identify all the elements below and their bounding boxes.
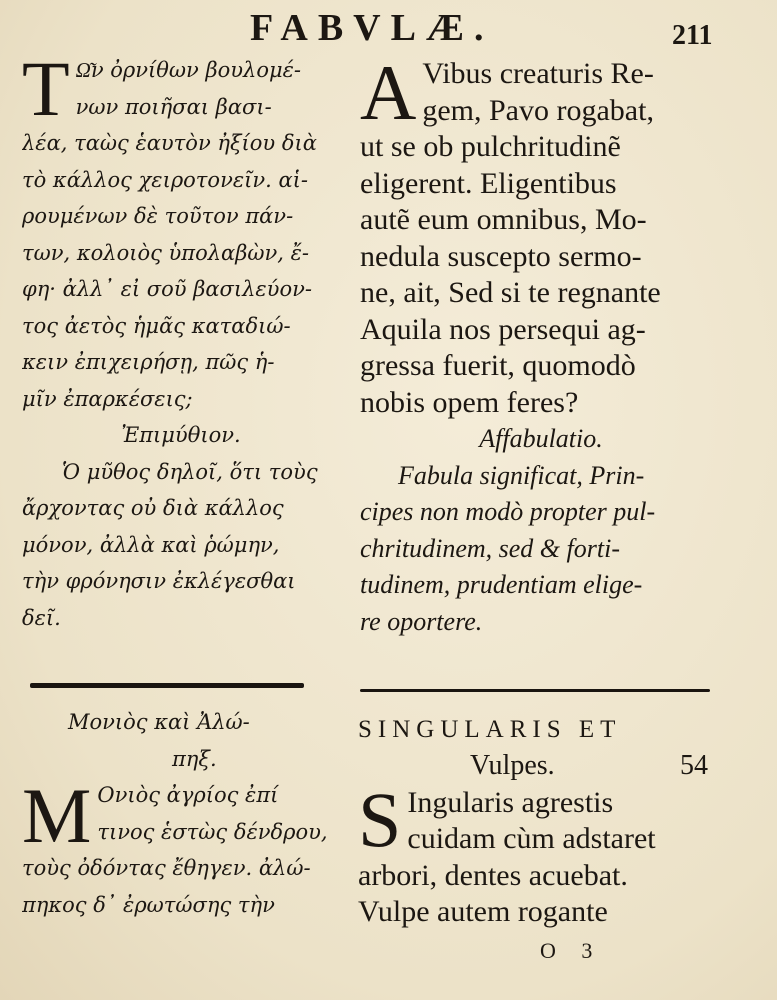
greek-line: τοὺς ὀδόντας ἔθηγεν. ἀλώ-: [22, 856, 311, 880]
greek-dropcap: Τ: [22, 45, 70, 132]
greek-fable-2: [22, 704, 340, 923]
greek-moral-heading: Ἐπιμύθιον.: [121, 423, 241, 447]
greek-line: Ω͂ν ὀρνίθων βουλομέ-: [75, 58, 301, 82]
latin-line: nedula suscepto sermo-: [360, 239, 642, 273]
signature-mark: O 3: [540, 938, 593, 963]
greek-line: Ονιὸς ἀγρίος ἐπί: [97, 783, 279, 807]
latin-line: ut se ob pulchritudinẽ: [360, 130, 621, 163]
greek-line: τος ἀετὸς ἡμᾶς καταδιώ-: [22, 313, 291, 338]
latin-fable-title: SINGULARIS ET: [358, 716, 622, 743]
section-divider-left: [30, 683, 304, 688]
latin-line: Vibus creaturis Re-: [422, 57, 654, 90]
greek-moral-line: τὴν φρόνησιν ἐκλέγεσθαι: [22, 569, 296, 593]
greek-line: των, κολοιὸς ὑπολαβὼν, ἔ-: [22, 240, 309, 265]
latin-moral-line: chritudinem, sed & forti-: [360, 533, 620, 563]
latin-line: nobis opem feres?: [360, 385, 579, 419]
page-number: 211: [672, 20, 713, 51]
greek-moral-line: Ὁ μῦθος δηλοῖ, ὅτι τοὺς: [62, 459, 318, 484]
greek-line: κειν ἐπιχειρήσῃ, πῶς ἡ-: [22, 350, 275, 374]
latin-fable-2: [358, 712, 720, 931]
greek-fable-title: Μονιὸς καὶ Ἀλώ-: [68, 710, 250, 734]
latin-line: eligerent. Eligentibus: [360, 166, 617, 200]
greek-fable-title: πηξ.: [172, 746, 217, 771]
greek-line: λέα, ταὼς ἑαυτὸν ἠξίου διὰ: [22, 131, 317, 155]
greek-line: ρουμένων δὲ τοῦτον πάν-: [22, 204, 294, 228]
latin-dropcap: S: [358, 775, 402, 863]
greek-line: νων ποιῆσαι βασι-: [75, 94, 272, 119]
greek-line: μῖν ἐπαρκέσεις;: [22, 386, 193, 411]
latin-moral-line: cipes non modò propter pul-: [360, 497, 656, 526]
fable-number: 54: [680, 750, 708, 781]
greek-line: πηκος δ᾽ ἐρωτώσης τὴν: [22, 892, 275, 917]
greek-moral-line: ἄρχοντας οὐ διὰ κάλλος: [22, 496, 284, 520]
greek-line: τινος ἑστὼς δένδρου,: [97, 819, 328, 844]
latin-moral-line: tudinem, prudentiam elige-: [360, 570, 643, 599]
latin-line: Vulpe autem rogante: [358, 895, 608, 928]
latin-dropcap: A: [360, 49, 417, 136]
latin-moral-line: Fabula significat, Prin-: [398, 460, 645, 490]
latin-line: Ingularis agrestis: [407, 785, 614, 819]
latin-moral-heading: Affabulatio.: [479, 424, 603, 453]
latin-line: gressa fuerit, quomodò: [360, 349, 636, 382]
latin-line: arbori, dentes acuebat.: [358, 858, 628, 892]
page-header: [0, 6, 777, 50]
latin-fable-subtitle: Vulpes.: [470, 750, 555, 781]
latin-fable-1: [360, 49, 722, 640]
running-title: FABVLÆ.: [250, 7, 494, 49]
greek-fable-1: [22, 45, 340, 636]
greek-dropcap: Μ: [22, 772, 92, 859]
latin-line: Aquila nos persequi ag-: [360, 312, 646, 346]
latin-line: cuidam cùm adstaret: [407, 822, 656, 855]
greek-moral-line: μόνον, ἀλλὰ καὶ ῥώμην,: [22, 532, 280, 557]
latin-fable-title-line2: [358, 748, 720, 785]
greek-line: τὸ κάλλος χειροτονεῖν. αἱ-: [22, 167, 308, 192]
latin-line: autẽ eum omnibus, Mo-: [360, 203, 647, 236]
latin-line: ne, ait, Sed si te regnante: [360, 276, 661, 309]
greek-line: φη· ἀλλ᾽ εἰ σοῦ βασιλεύον-: [22, 277, 312, 301]
latin-line: gem, Pavo rogabat,: [422, 93, 654, 127]
greek-moral-line: δεῖ.: [22, 605, 61, 630]
latin-moral-line: re oportere.: [360, 606, 483, 636]
section-divider-right: [360, 689, 710, 692]
